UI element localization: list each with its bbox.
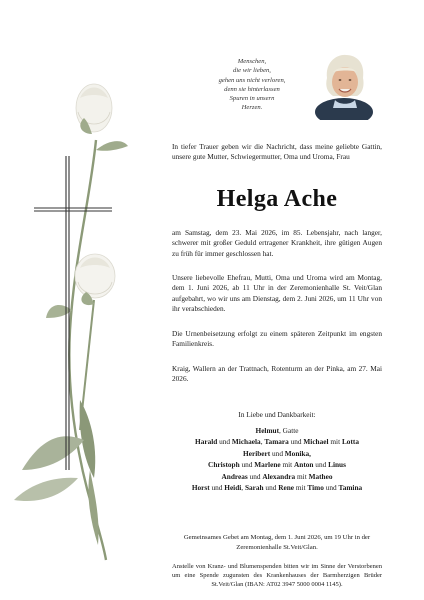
family-member: Matheo [308, 471, 333, 481]
family-connector: mit [328, 437, 342, 447]
family-member: Christoph [208, 460, 240, 470]
family-member: Michaela [231, 437, 261, 447]
family-member: Alexandra [262, 471, 296, 481]
family-member: Michael [303, 437, 329, 447]
place-date-paragraph: Kraig, Wallern an der Trattnach, Rotenturm an der Pinka, am 27. Mai 2026. [172, 364, 382, 384]
family-member: Tamara [264, 437, 289, 447]
portrait-photo [313, 50, 375, 120]
urn-paragraph: Die Urnenbeisetzung erfolgt zu einem späteren Zeitpunkt im engsten Familienkreis. [172, 329, 382, 349]
viewing-paragraph: Unsere liebevolle Ehefrau, Mutti, Oma und Uroma wird am Montag, dem 1. Juni 2026, ab 11 Uhr in der Zeremonienhalle St. Veit/Glan aufgebahrt, wo wir uns am Dienstag, dem 2. Juni 2026, um 11 Uhr von ihr verabschieden. [172, 273, 382, 314]
family-line [166, 459, 388, 470]
family-connector: und [217, 437, 232, 447]
family-line [166, 425, 388, 436]
family-connector: und [263, 483, 279, 493]
family-list [166, 425, 388, 493]
leaf [88, 470, 98, 545]
family-member: Sarah [244, 483, 264, 493]
family-connector: und [323, 483, 339, 493]
announcement-paragraph: In tiefer Trauer geben wir die Nachricht, dass meine geliebte Gattin, unsere gute Mutter, Schwiegermutter, Oma und Uroma, Frau [172, 142, 382, 162]
poem-line: Spuren in unsern [229, 95, 275, 103]
family-member: Marlene [254, 460, 281, 470]
death-paragraph: am Samstag, dem 23. Mai 2026, im 85. Lebensjahr, nach langer, schwerer mit großer Geduld ertragener Krankheit, ihre gütigen Augen zu früh für immer geschlossen hat. [172, 228, 382, 258]
family-member: Heribert [243, 448, 271, 458]
family-member: Timo [307, 483, 324, 493]
family-connector: und [313, 460, 329, 470]
family-member: Linus [328, 460, 346, 470]
roses-cross-illustration [0, 0, 150, 600]
family-connector: und [239, 460, 255, 470]
rose-top [76, 84, 112, 134]
family-member: Harald [195, 437, 218, 447]
family-member: Heidi [224, 483, 242, 493]
family-line [166, 471, 388, 482]
poem-line: gehen uns nicht verloren, [218, 76, 286, 84]
leaf [14, 478, 78, 501]
family-connector: , [241, 483, 245, 493]
family-connector: und [288, 437, 304, 447]
family-member: Monika, [284, 448, 311, 458]
leaf [96, 141, 128, 151]
family-line [166, 436, 388, 447]
poem-line: die wir lieben, [233, 67, 271, 75]
family-connector: und [247, 471, 263, 481]
family-member: Helmut [255, 426, 280, 435]
deceased-name: Helga Ache [216, 186, 338, 212]
leaf [22, 436, 84, 470]
family-member: Lotta [341, 437, 359, 447]
poem-line: denn sie hinterlassen [224, 85, 280, 93]
leaf [46, 305, 72, 318]
family-member: Tamina [338, 483, 363, 493]
family-connector: und [270, 448, 285, 458]
family-member: Andreas [221, 471, 248, 481]
family-member: Horst [191, 483, 210, 493]
memorial-poem [196, 57, 308, 113]
poem-line: Herzen. [241, 104, 263, 112]
family-connector: mit [295, 471, 309, 481]
rose-middle [75, 254, 115, 305]
family-intro: In Liebe und Dankbarkeit: [238, 410, 316, 419]
family-connector: , Gatte [279, 426, 299, 435]
family-connector: , [260, 437, 265, 447]
family-connector: und [209, 483, 225, 493]
donation-request-text: Anstelle von Kranz- und Blumenspenden bitten wir im Sinne der Verstorbenen um eine Spende zugunsten des Krankenhauses der Barmherzigen Brüder St.Veit/Glan (IBAN: AT02 3947 5000 0004 1145). [172, 563, 382, 589]
family-line [166, 448, 388, 459]
family-member: Rene [278, 483, 295, 493]
family-connector: mit [294, 483, 308, 493]
family-connector: mit [280, 460, 295, 470]
family-line [166, 482, 388, 493]
prayer-service-text: Gemeinsames Gebet am Montag, dem 1. Juni 2026, um 19 Uhr in der Zeremonienhalle St.Veit/Glan. [183, 534, 371, 551]
poem-line: Menschen, [237, 58, 267, 65]
family-member: Anton [294, 460, 314, 470]
